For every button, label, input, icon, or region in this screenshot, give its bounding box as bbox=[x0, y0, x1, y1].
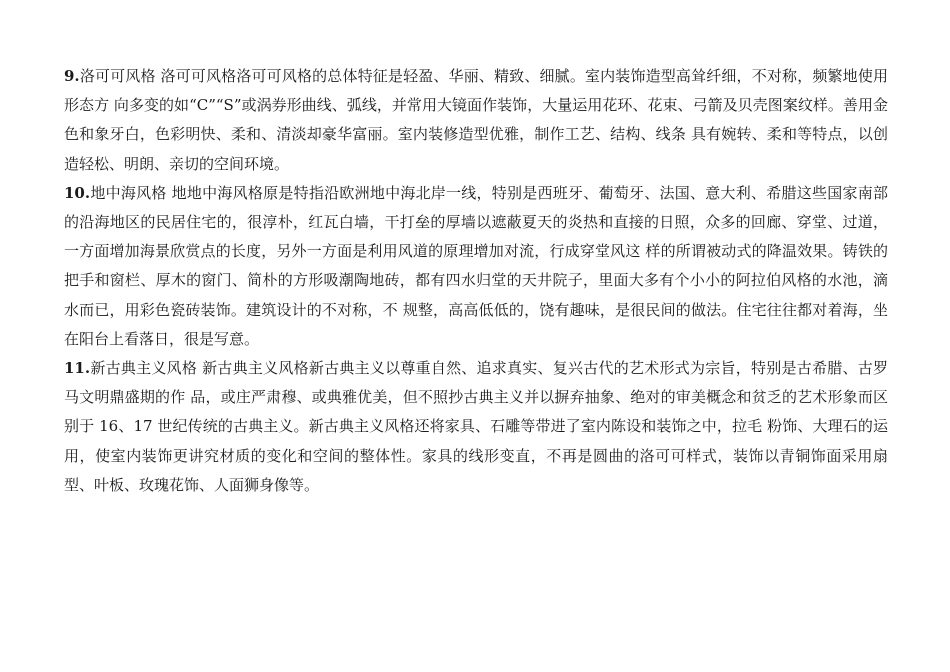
section-number: 10. bbox=[64, 183, 91, 202]
section-mediterranean bbox=[64, 179, 888, 354]
section-number: 11. bbox=[64, 359, 91, 378]
section-neoclassical bbox=[64, 354, 888, 500]
section-rococo bbox=[64, 62, 888, 179]
section-body: 新古典主义风格新古典主义以尊重自然、追求真实、复兴古代的艺术形式为宗旨，特别是古希腊、古罗马文明鼎盛期的作 品，或庄严肃穆、或典雅优美，但不照抄古典主义并以摒弃抽象、绝对的审美概念和贫乏的艺术形象而区别于 16、17 世纪传统的古典主义。新古典主义风格还将家具、石雕等带进了室内陈设和装饰之中，拉毛 粉饰、大理石的运用，使室内装饰更讲究材质的变化和空间的整体性。家具的线形变直，不再是圆曲的洛可可样式，装饰以青铜饰面采用扇型、叶板、玫瑰花饰、人面狮身像等。 bbox=[64, 359, 888, 494]
section-body: 洛可可风格洛可可风格的总体特征是轻盈、华丽、精致、细腻。室内装饰造型高耸纤细，不对称，频繁地使用形态方 向多变的如“C”“S”或涡券形曲线、弧线，并常用大镜面作装饰，大量运用花环、花束、弓箭及贝壳图案纹样。善用金色和象牙白，色彩明快、柔和、清淡却豪华富丽。室内装修造型优雅，制作工艺、结构、线条 具有婉转、柔和等特点，以创造轻松、明朗、亲切的空间环境。 bbox=[64, 67, 888, 173]
section-number: 9. bbox=[64, 67, 80, 85]
section-title: 洛可可风格 bbox=[79, 67, 156, 85]
section-body: 地地中海风格原是特指沿欧洲地中海北岸一线，特别是西班牙、葡萄牙、法国、意大利、希腊这些国家南部 的沿海地区的民居住宅的，很淳朴，红瓦白墙，干打垒的厚墙以遮蔽夏天的炎热和直接的日照，众多的回廊、穿堂、过道，一方面增加海景欣赏点的长度，另外一方面是利用风道的原理增加对流，行成穿堂风这 样的所谓被动式的降温效果。铸铁的把手和窗栏、厚木的窗门、简朴的方形吸潮陶地砖，都有四水归堂的天井院子，里面大多有个小小的阿拉伯风格的水池，滴水而已，用彩色瓷砖装饰。建筑设计的不对称，不 规整，高高低低的，饶有趣味，是很民间的做法。住宅往往都对着海，坐在阳台上看落日，很是写意。 bbox=[64, 183, 888, 348]
section-title: 新古典主义风格 bbox=[90, 359, 198, 378]
document-page bbox=[64, 62, 888, 500]
section-title: 地中海风格 bbox=[90, 183, 167, 202]
